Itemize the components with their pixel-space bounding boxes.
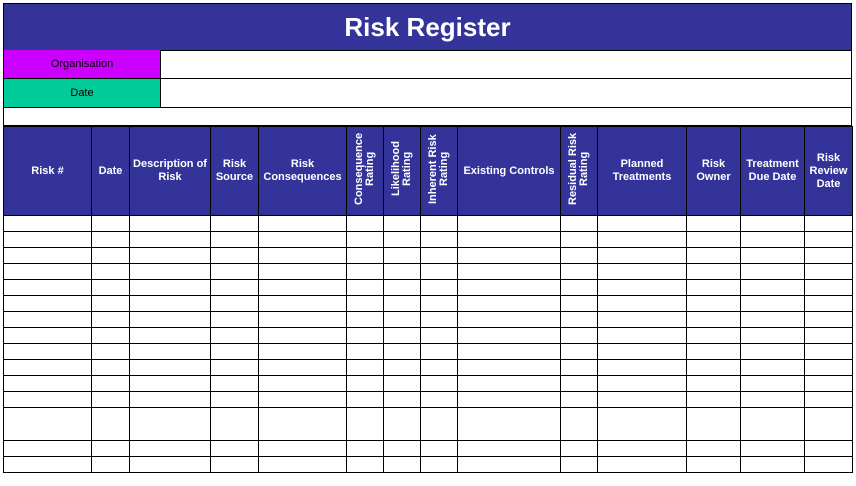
table-cell[interactable] [458,408,561,441]
table-cell[interactable] [458,296,561,312]
table-cell[interactable] [92,216,130,232]
column-header [347,127,384,216]
table-cell[interactable] [598,360,687,376]
table-cell[interactable] [458,312,561,328]
table-cell[interactable] [347,360,384,376]
table-cell[interactable] [458,280,561,296]
table-cell[interactable] [687,248,741,264]
table-cell[interactable] [561,264,598,280]
organisation-field[interactable] [161,50,851,78]
column-header [805,127,853,216]
table-cell[interactable] [347,264,384,280]
table-cell[interactable] [741,216,805,232]
table-cell[interactable] [458,441,561,457]
table-cell[interactable] [259,376,347,392]
table-cell[interactable] [384,360,421,376]
table-cell[interactable] [384,312,421,328]
table-cell[interactable] [805,264,853,280]
table-cell[interactable] [741,248,805,264]
table-cell[interactable] [421,328,458,344]
table-cell[interactable] [259,216,347,232]
table-cell[interactable] [130,441,211,457]
table-row [4,248,853,264]
table-cell[interactable] [421,280,458,296]
table-cell[interactable] [211,264,259,280]
table-cell[interactable] [259,280,347,296]
table-cell[interactable] [805,280,853,296]
table-cell[interactable] [92,441,130,457]
table-cell[interactable] [421,216,458,232]
table-cell[interactable] [130,296,211,312]
table-cell[interactable] [92,248,130,264]
table-cell[interactable] [421,264,458,280]
table-cell[interactable] [92,328,130,344]
column-header [130,127,211,216]
table-cell[interactable] [741,328,805,344]
table-cell[interactable] [741,296,805,312]
table-cell[interactable] [347,392,384,408]
table-cell[interactable] [384,441,421,457]
table-cell[interactable] [561,392,598,408]
date-field[interactable] [161,79,851,107]
column-header-label: Risk # [31,164,64,177]
table-cell[interactable] [384,216,421,232]
table-cell[interactable] [384,392,421,408]
table-cell[interactable] [4,360,92,376]
table-cell[interactable] [347,296,384,312]
table-cell[interactable] [130,376,211,392]
page-title: Risk Register [3,3,852,51]
table-cell[interactable] [211,216,259,232]
column-header [92,127,130,216]
table-cell[interactable] [687,280,741,296]
table-cell[interactable] [4,296,92,312]
table-cell[interactable] [259,296,347,312]
table-cell[interactable] [384,376,421,392]
table-cell[interactable] [211,376,259,392]
column-header-label: Planned Treatments [612,158,672,183]
table-row [4,344,853,360]
table-cell[interactable] [687,216,741,232]
table-cell[interactable] [130,216,211,232]
table-cell[interactable] [4,344,92,360]
table-cell[interactable] [598,344,687,360]
table-cell[interactable] [384,232,421,248]
table-cell[interactable] [741,264,805,280]
column-header-label: Date [98,164,123,177]
table-cell[interactable] [561,360,598,376]
table-cell[interactable] [805,232,853,248]
column-header-label: Description of Risk [133,158,207,183]
table-cell[interactable] [347,376,384,392]
table-cell[interactable] [130,344,211,360]
table-cell[interactable] [384,280,421,296]
table-cell[interactable] [805,392,853,408]
table-cell[interactable] [561,344,598,360]
table-cell[interactable] [741,280,805,296]
table-cell[interactable] [598,312,687,328]
table-cell[interactable] [4,457,92,473]
table-cell[interactable] [561,457,598,473]
table-cell[interactable] [211,392,259,408]
table-cell[interactable] [741,312,805,328]
table-cell[interactable] [687,296,741,312]
table-row [4,441,853,457]
table-cell[interactable] [687,232,741,248]
table-cell[interactable] [561,216,598,232]
table-cell[interactable] [687,264,741,280]
table-row [4,216,853,232]
table-cell[interactable] [687,360,741,376]
table-cell[interactable] [421,312,458,328]
table-cell[interactable] [4,376,92,392]
table-cell[interactable] [92,360,130,376]
table-cell[interactable] [259,328,347,344]
table-cell[interactable] [347,328,384,344]
table-cell[interactable] [687,457,741,473]
table-cell[interactable] [805,360,853,376]
table-cell[interactable] [4,312,92,328]
table-cell[interactable] [805,457,853,473]
table-cell[interactable] [4,441,92,457]
table-cell[interactable] [687,328,741,344]
table-cell[interactable] [421,408,458,441]
column-header [458,127,561,216]
column-header-label: Residual Risk Rating [567,132,590,206]
table-cell[interactable] [421,360,458,376]
column-header [211,127,259,216]
column-header-label: Inherent Risk Rating [427,134,450,204]
table-cell[interactable] [458,376,561,392]
table-cell[interactable] [421,296,458,312]
table-cell[interactable] [687,408,741,441]
table-cell[interactable] [347,408,384,441]
column-header [741,127,805,216]
table-cell[interactable] [130,457,211,473]
table-cell[interactable] [805,328,853,344]
table-cell[interactable] [741,232,805,248]
table-cell[interactable] [741,408,805,441]
table-cell[interactable] [458,360,561,376]
table-cell[interactable] [4,280,92,296]
column-header-label: Risk Consequences [263,158,342,183]
table-cell[interactable] [598,328,687,344]
table-cell[interactable] [347,312,384,328]
table-cell[interactable] [741,441,805,457]
table-cell[interactable] [458,344,561,360]
table-cell[interactable] [741,392,805,408]
table-row [4,280,853,296]
table-cell[interactable] [687,344,741,360]
risk-register-sheet [3,3,852,481]
table-cell[interactable] [259,248,347,264]
table-cell[interactable] [741,344,805,360]
table-cell[interactable] [4,408,92,441]
table-cell[interactable] [741,457,805,473]
column-header [4,127,92,216]
column-header [561,127,598,216]
table-cell[interactable] [347,344,384,360]
table-cell[interactable] [598,457,687,473]
table-cell[interactable] [421,441,458,457]
table-cell[interactable] [259,457,347,473]
column-header-label: Likelihood Rating [390,141,413,197]
table-cell[interactable] [421,376,458,392]
table-cell[interactable] [347,441,384,457]
table-cell[interactable] [92,457,130,473]
table-cell[interactable] [211,296,259,312]
table-cell[interactable] [561,441,598,457]
table-row [4,360,853,376]
table-cell[interactable] [211,441,259,457]
table-cell[interactable] [598,280,687,296]
table-cell[interactable] [92,312,130,328]
table-cell[interactable] [561,312,598,328]
table-body [4,216,853,473]
table-cell[interactable] [384,296,421,312]
table-cell[interactable] [130,248,211,264]
table-cell[interactable] [598,408,687,441]
table-cell[interactable] [130,408,211,441]
table-cell[interactable] [211,360,259,376]
table-cell[interactable] [259,264,347,280]
table-cell[interactable] [805,216,853,232]
table-cell[interactable] [347,457,384,473]
table-cell[interactable] [598,376,687,392]
table-cell[interactable] [458,248,561,264]
table-cell[interactable] [561,328,598,344]
table-cell[interactable] [805,441,853,457]
table-cell[interactable] [92,376,130,392]
table-cell[interactable] [259,441,347,457]
table-cell[interactable] [458,216,561,232]
table-cell[interactable] [805,408,853,441]
table-cell[interactable] [347,248,384,264]
table-cell[interactable] [92,408,130,441]
column-header [687,127,741,216]
table-cell[interactable] [259,408,347,441]
table-cell[interactable] [92,392,130,408]
risk-table [3,126,853,473]
table-row [4,376,853,392]
table-cell[interactable] [687,312,741,328]
table-cell[interactable] [211,248,259,264]
table-cell[interactable] [805,376,853,392]
column-header [598,127,687,216]
table-cell[interactable] [211,312,259,328]
table-cell[interactable] [384,408,421,441]
table-cell[interactable] [384,344,421,360]
table-cell[interactable] [211,457,259,473]
table-cell[interactable] [259,312,347,328]
table-cell[interactable] [598,392,687,408]
table-cell[interactable] [561,296,598,312]
table-cell[interactable] [259,360,347,376]
date-row [3,79,852,108]
column-header-label: Risk Source [215,158,254,183]
table-cell[interactable] [561,376,598,392]
table-cell[interactable] [130,312,211,328]
table-cell[interactable] [384,328,421,344]
table-cell[interactable] [130,280,211,296]
table-cell[interactable] [598,216,687,232]
spacer-row [3,108,852,126]
table-cell[interactable] [421,344,458,360]
table-cell[interactable] [211,408,259,441]
table-cell[interactable] [598,248,687,264]
table-cell[interactable] [259,232,347,248]
table-cell[interactable] [741,360,805,376]
table-cell[interactable] [130,264,211,280]
table-cell[interactable] [4,328,92,344]
column-header [421,127,458,216]
column-header-label: Existing Controls [463,164,555,177]
column-header-label: Consequence Rating [353,132,376,206]
table-row [4,408,853,441]
table-cell[interactable] [92,296,130,312]
table-cell[interactable] [561,232,598,248]
table-cell[interactable] [347,216,384,232]
table-cell[interactable] [347,232,384,248]
table-cell[interactable] [598,232,687,248]
organisation-label: Organisation [4,50,161,78]
table-cell[interactable] [384,248,421,264]
table-cell[interactable] [130,328,211,344]
table-cell[interactable] [211,280,259,296]
table-cell[interactable] [4,392,92,408]
table-cell[interactable] [4,216,92,232]
table-row [4,264,853,280]
table-cell[interactable] [561,248,598,264]
table-cell[interactable] [384,457,421,473]
table-cell[interactable] [4,248,92,264]
table-cell[interactable] [598,441,687,457]
header-row [4,127,853,216]
table-cell[interactable] [805,248,853,264]
table-cell[interactable] [421,248,458,264]
table-cell[interactable] [458,328,561,344]
table-cell[interactable] [421,232,458,248]
table-cell[interactable] [687,441,741,457]
table-row [4,328,853,344]
table-cell[interactable] [4,264,92,280]
column-header-label: Risk Review Date [809,151,848,190]
table-cell[interactable] [561,408,598,441]
table-cell[interactable] [421,457,458,473]
table-row [4,296,853,312]
table-cell[interactable] [259,392,347,408]
table-cell[interactable] [458,392,561,408]
table-cell[interactable] [421,392,458,408]
table-row [4,457,853,473]
table-cell[interactable] [805,296,853,312]
table-cell[interactable] [598,264,687,280]
table-cell[interactable] [92,344,130,360]
table-cell[interactable] [259,344,347,360]
table-cell[interactable] [211,232,259,248]
date-label: Date [4,79,161,107]
table-cell[interactable] [211,328,259,344]
table-cell[interactable] [458,264,561,280]
column-header [259,127,347,216]
table-row [4,392,853,408]
column-header [384,127,421,216]
table-cell[interactable] [211,344,259,360]
table-cell[interactable] [4,232,92,248]
table-row [4,232,853,248]
table-cell[interactable] [130,392,211,408]
table-cell[interactable] [347,280,384,296]
table-cell[interactable] [687,392,741,408]
table-cell[interactable] [92,280,130,296]
table-cell[interactable] [384,264,421,280]
table-cell[interactable] [92,264,130,280]
column-header-label: Treatment Due Date [746,158,799,183]
table-cell[interactable] [805,344,853,360]
column-header-label: Risk Owner [696,158,731,183]
table-cell[interactable] [805,312,853,328]
table-cell[interactable] [741,376,805,392]
table-cell[interactable] [130,232,211,248]
table-cell[interactable] [598,296,687,312]
table-cell[interactable] [687,376,741,392]
table-cell[interactable] [92,232,130,248]
table-cell[interactable] [130,360,211,376]
table-cell[interactable] [561,280,598,296]
table-row [4,312,853,328]
table-cell[interactable] [458,457,561,473]
organisation-row [3,50,852,79]
table-cell[interactable] [458,232,561,248]
